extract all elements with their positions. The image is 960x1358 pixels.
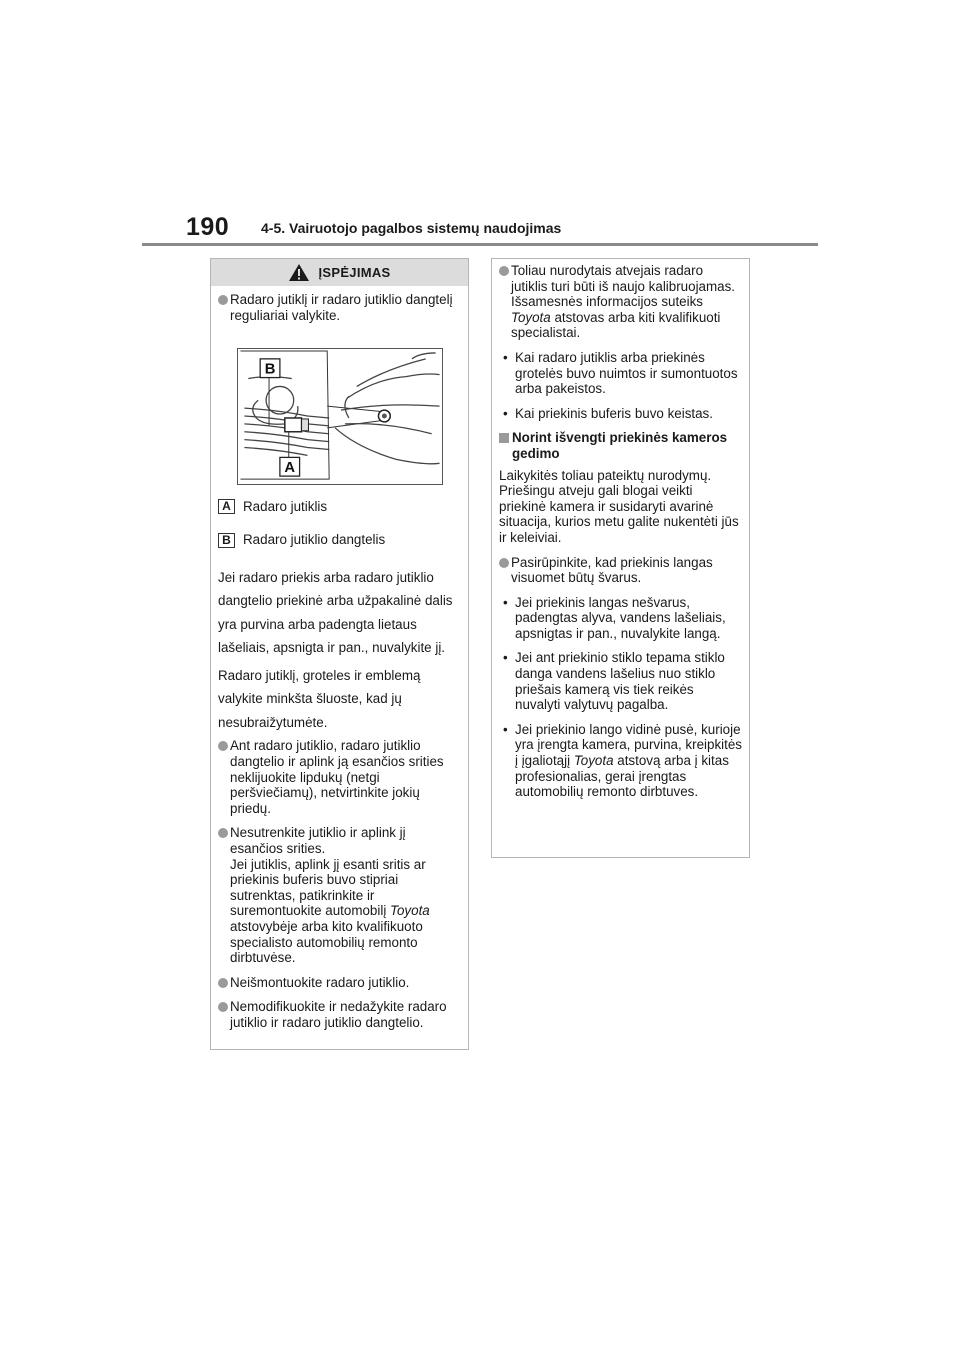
bullet-icon: [499, 558, 509, 568]
warning-box: [210, 258, 469, 1050]
brand-name: Toyota: [573, 753, 614, 769]
legend-key-a: A: [218, 499, 235, 514]
list-item: Neišmontuokite radaro jutiklio.: [218, 975, 461, 991]
brand-name: Toyota: [390, 903, 430, 919]
header-rule: [142, 243, 818, 246]
warning-icon: [288, 263, 310, 282]
list-item: Nemodifikuokite ir nedažykite radaro jutiklio ir radaro jutiklio dangtelio.: [218, 999, 461, 1030]
list-item: • Jei priekinio lango vidinė pusė, kurioje yra įrengta kamera, purvina, kreipkitės į įgaliotąjį Toyota atstovą arba į kitas profesionalias, gerai įrengtas automobilių remonto dirbtuves.: [503, 721, 742, 800]
bullet-icon: [218, 295, 228, 305]
list-item: Ant radaro jutiklio, radaro jutiklio dangtelio ir aplink ją esančios srities neklijuokite lipdukų (netgi peršviečiamų), netvirtinkite jokių priedų.: [218, 738, 461, 816]
paragraph-camera: Laikykitės toliau pateiktų nurodymų. Priešingu atveju gali blogai veikti priekinė kamera ir susidaryti avarinė situacija, kurios metu galite nukentėti jūs ir keleiviai.: [499, 467, 739, 545]
legend-item-a: [218, 499, 461, 515]
list-item: Toliau nurodytais atvejais radaro jutiklis turi būti iš naujo kalibruojamas. Išsamesnės informacijos suteiks Toyota atstovas arba kiti kvalifikuoti specialistai.: [499, 263, 742, 341]
legend-text-b: Radaro jutiklio dangtelis: [243, 532, 386, 548]
list-item: • Jei ant priekinio stiklo tepama stiklo danga vandens lašelius nuo stiklo priešais kamerą vis tiek reikės nuvalyti valytuvų pagalba.: [503, 650, 725, 713]
page-number: 190: [186, 213, 230, 241]
section-title: 4-5. Vairuotojo pagalbos sistemų naudojimas: [261, 220, 562, 236]
heading-square-icon: [499, 433, 509, 443]
list-item: • Jei priekinis langas nešvarus, padengtas alyva, vandens lašeliais, apsnigtas ir pan., nuvalykite langą.: [503, 594, 726, 641]
page-header: [0, 0, 960, 250]
list-item: Radaro jutiklį ir radaro jutiklio dangtelį reguliariai valykite.: [218, 292, 461, 323]
legend-text-a: Radaro jutiklis: [243, 498, 328, 514]
paragraph-cleaning: Radaro jutiklį, groteles ir emblemą valykite minkšta šluoste, kad jų nesubraižytumėte.: [218, 667, 421, 730]
notice-box: [491, 258, 750, 858]
bullet-icon: [218, 828, 228, 838]
camera-heading: Norint išvengti priekinės kameros gedimo: [499, 430, 742, 461]
bullet-icon: [218, 741, 228, 751]
list-item: Pasirūpinkite, kad priekinis langas visuomet būtų švarus.: [499, 555, 742, 586]
brand-name: Toyota: [511, 309, 551, 325]
list-item: Nesutrenkite jutiklio ir aplink jį esančios srities. Jei jutiklis, aplink jį esanti sritis ar priekinis buferis buvo stipriai sutrenktas, patikrinkite ir suremontuokite automobilį Toyota atstovybėje arba kito kvalifikuoto specialisto automobilių remonto dirbtuvėse.: [218, 825, 461, 965]
legend-item-b: [218, 532, 461, 548]
figure-label-a: A: [284, 460, 296, 477]
bullet-icon: [218, 978, 228, 988]
legend-key-b: B: [218, 533, 235, 548]
paragraph-dirty-sensor: Jei radaro priekis arba radaro jutiklio dangtelio priekinė arba užpakalinė dalis yra purvina arba padengta lietaus lašeliais, apsnigta ir pan., nuvalykite jį.: [218, 569, 453, 656]
warning-header: [211, 259, 468, 286]
bullet-icon: [218, 1002, 228, 1012]
bullet-icon: [499, 266, 509, 276]
list-item: • Kai radaro jutiklis arba priekinės grotelės buvo nuimtos ir sumontuotos arba pakeistos.: [503, 349, 738, 397]
list-item: • Kai priekinis buferis buvo keistas.: [503, 405, 713, 421]
warning-title: ĮSPĖJIMAS: [318, 265, 391, 280]
figure-label-b: B: [264, 361, 276, 378]
radar-sensor-figure: [237, 348, 443, 485]
